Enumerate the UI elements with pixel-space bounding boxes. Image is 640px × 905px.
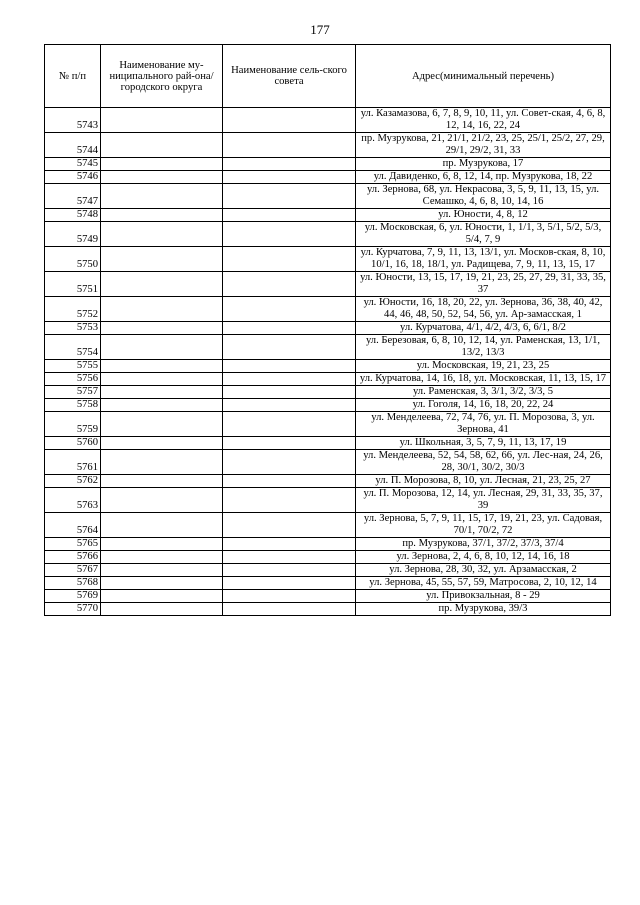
address-cell: ул. П. Морозова, 12, 14, ул. Лесная, 29, 31, 33, 35, 37, 39 <box>356 488 611 513</box>
address-cell: ул. Казамазова, 6, 7, 8, 9, 10, 11, ул. Совет-ская, 4, 6, 8, 12, 14, 16, 22, 24 <box>356 108 611 133</box>
row-number: 5766 <box>45 551 101 564</box>
table-row <box>45 412 611 437</box>
row-number: 5748 <box>45 209 101 222</box>
council-cell <box>223 171 356 184</box>
address-cell: ул. Зернова, 5, 7, 9, 11, 15, 17, 19, 21, 23, ул. Садовая, 70/1, 70/2, 72 <box>356 513 611 538</box>
district-cell <box>101 108 223 133</box>
council-cell <box>223 412 356 437</box>
table-row <box>45 272 611 297</box>
district-cell <box>101 386 223 399</box>
address-cell: ул. Привокзальная, 8 - 29 <box>356 590 611 603</box>
district-cell <box>101 222 223 247</box>
address-cell: ул. Московская, 19, 21, 23, 25 <box>356 360 611 373</box>
table-row <box>45 184 611 209</box>
council-cell <box>223 209 356 222</box>
council-cell <box>223 322 356 335</box>
table-row <box>45 564 611 577</box>
council-cell <box>223 399 356 412</box>
address-cell: ул. Березовая, 6, 8, 10, 12, 14, ул. Раменская, 13, 1/1, 13/2, 13/3 <box>356 335 611 360</box>
district-cell <box>101 603 223 616</box>
address-cell: ул. Юности, 13, 15, 17, 19, 21, 23, 25, 27, 29, 31, 33, 35, 37 <box>356 272 611 297</box>
table-row <box>45 450 611 475</box>
address-cell: ул. Зернова, 2, 4, 6, 8, 10, 12, 14, 16, 18 <box>356 551 611 564</box>
table-body <box>45 108 611 616</box>
district-cell <box>101 399 223 412</box>
district-cell <box>101 488 223 513</box>
address-cell: ул. Школьная, 3, 5, 7, 9, 11, 13, 17, 19 <box>356 437 611 450</box>
table-row <box>45 488 611 513</box>
table-row <box>45 513 611 538</box>
council-cell <box>223 513 356 538</box>
council-cell <box>223 222 356 247</box>
council-cell <box>223 133 356 158</box>
row-number: 5759 <box>45 412 101 437</box>
district-cell <box>101 171 223 184</box>
council-cell <box>223 564 356 577</box>
address-cell: ул. Зернова, 45, 55, 57, 59, Матросова, 2, 10, 12, 14 <box>356 577 611 590</box>
district-cell <box>101 437 223 450</box>
council-cell <box>223 386 356 399</box>
table-row <box>45 133 611 158</box>
table-row <box>45 437 611 450</box>
district-cell <box>101 475 223 488</box>
row-number: 5753 <box>45 322 101 335</box>
council-cell <box>223 247 356 272</box>
row-number: 5749 <box>45 222 101 247</box>
header-address: Адрес(минимальный перечень) <box>356 45 611 108</box>
council-cell <box>223 108 356 133</box>
row-number: 5757 <box>45 386 101 399</box>
table-row <box>45 373 611 386</box>
header-council: Наименование сель-ского совета <box>223 45 356 108</box>
council-cell <box>223 437 356 450</box>
council-cell <box>223 551 356 564</box>
district-cell <box>101 335 223 360</box>
council-cell <box>223 373 356 386</box>
district-cell <box>101 184 223 209</box>
table-row <box>45 538 611 551</box>
table-row <box>45 171 611 184</box>
table-row <box>45 577 611 590</box>
table-row <box>45 399 611 412</box>
address-cell: ул. Курчатова, 4/1, 4/2, 4/3, 6, 6/1, 8/2 <box>356 322 611 335</box>
row-number: 5767 <box>45 564 101 577</box>
address-cell: пр. Музрукова, 37/1, 37/2, 37/3, 37/4 <box>356 538 611 551</box>
header-district: Наименование му-ниципального рай-она/ городского округа <box>101 45 223 108</box>
row-number: 5744 <box>45 133 101 158</box>
row-number: 5758 <box>45 399 101 412</box>
council-cell <box>223 577 356 590</box>
council-cell <box>223 590 356 603</box>
address-cell: ул. Давиденко, 6, 8, 12, 14, пр. Музрукова, 18, 22 <box>356 171 611 184</box>
address-cell: ул. Московская, 6, ул. Юности, 1, 1/1, 3, 5/1, 5/2, 5/3, 5/4, 7, 9 <box>356 222 611 247</box>
row-number: 5761 <box>45 450 101 475</box>
district-cell <box>101 577 223 590</box>
district-cell <box>101 209 223 222</box>
council-cell <box>223 184 356 209</box>
table-row <box>45 590 611 603</box>
row-number: 5756 <box>45 373 101 386</box>
council-cell <box>223 335 356 360</box>
council-cell <box>223 450 356 475</box>
row-number: 5763 <box>45 488 101 513</box>
row-number: 5750 <box>45 247 101 272</box>
table-row <box>45 209 611 222</box>
district-cell <box>101 158 223 171</box>
council-cell <box>223 272 356 297</box>
table-row <box>45 603 611 616</box>
row-number: 5760 <box>45 437 101 450</box>
row-number: 5746 <box>45 171 101 184</box>
table-row <box>45 108 611 133</box>
row-number: 5770 <box>45 603 101 616</box>
row-number: 5752 <box>45 297 101 322</box>
row-number: 5743 <box>45 108 101 133</box>
table-row <box>45 335 611 360</box>
address-cell: ул. Зернова, 68, ул. Некрасова, 3, 5, 9, 11, 13, 15, ул. Семашко, 4, 6, 8, 10, 14, 16 <box>356 184 611 209</box>
district-cell <box>101 297 223 322</box>
table-header-row <box>45 45 611 108</box>
row-number: 5745 <box>45 158 101 171</box>
row-number: 5765 <box>45 538 101 551</box>
address-cell: ул. Курчатова, 7, 9, 11, 13, 13/1, ул. Москов-ская, 8, 10, 10/1, 16, 18, 18/1, ул. Радищева, 7, 9, 11, 13, 15, 17 <box>356 247 611 272</box>
table-row <box>45 475 611 488</box>
address-cell: ул. Менделеева, 72, 74, 76, ул. П. Морозова, 3, ул. Зернова, 41 <box>356 412 611 437</box>
address-cell: пр. Музрукова, 39/3 <box>356 603 611 616</box>
address-cell: ул. Юности, 4, 8, 12 <box>356 209 611 222</box>
row-number: 5768 <box>45 577 101 590</box>
council-cell <box>223 360 356 373</box>
address-registry-table <box>44 44 611 616</box>
address-cell: ул. Раменская, 3, 3/1, 3/2, 3/3, 5 <box>356 386 611 399</box>
address-cell: пр. Музрукова, 21, 21/1, 21/2, 23, 25, 25/1, 25/2, 27, 29, 29/1, 29/2, 31, 33 <box>356 133 611 158</box>
row-number: 5747 <box>45 184 101 209</box>
row-number: 5769 <box>45 590 101 603</box>
district-cell <box>101 272 223 297</box>
page-number: 177 <box>310 22 330 37</box>
address-cell: ул. Курчатова, 14, 16, 18, ул. Московская, 11, 13, 15, 17 <box>356 373 611 386</box>
address-cell: ул. Менделеева, 52, 54, 58, 62, 66, ул. Лес-ная, 24, 26, 28, 30/1, 30/2, 30/3 <box>356 450 611 475</box>
address-cell: ул. Гоголя, 14, 16, 18, 20, 22, 24 <box>356 399 611 412</box>
district-cell <box>101 513 223 538</box>
district-cell <box>101 247 223 272</box>
council-cell <box>223 475 356 488</box>
row-number: 5755 <box>45 360 101 373</box>
district-cell <box>101 133 223 158</box>
row-number: 5762 <box>45 475 101 488</box>
row-number: 5764 <box>45 513 101 538</box>
table-row <box>45 247 611 272</box>
district-cell <box>101 412 223 437</box>
table-row <box>45 297 611 322</box>
table-row <box>45 222 611 247</box>
header-number: № п/п <box>45 45 101 108</box>
district-cell <box>101 322 223 335</box>
district-cell <box>101 450 223 475</box>
table-row <box>45 360 611 373</box>
address-cell: пр. Музрукова, 17 <box>356 158 611 171</box>
table-row <box>45 386 611 399</box>
council-cell <box>223 488 356 513</box>
table-row <box>45 551 611 564</box>
district-cell <box>101 538 223 551</box>
row-number: 5754 <box>45 335 101 360</box>
row-number: 5751 <box>45 272 101 297</box>
address-cell: ул. Зернова, 28, 30, 32, ул. Арзамасская, 2 <box>356 564 611 577</box>
table-row <box>45 158 611 171</box>
address-cell: ул. П. Морозова, 8, 10, ул. Лесная, 21, 23, 25, 27 <box>356 475 611 488</box>
district-cell <box>101 360 223 373</box>
table-row <box>45 322 611 335</box>
council-cell <box>223 603 356 616</box>
council-cell <box>223 538 356 551</box>
district-cell <box>101 590 223 603</box>
council-cell <box>223 297 356 322</box>
address-cell: ул. Юности, 16, 18, 20, 22, ул. Зернова, 36, 38, 40, 42, 44, 46, 48, 50, 52, 54, 56, ул. Ар-замасская, 1 <box>356 297 611 322</box>
district-cell <box>101 564 223 577</box>
district-cell <box>101 551 223 564</box>
council-cell <box>223 158 356 171</box>
district-cell <box>101 373 223 386</box>
